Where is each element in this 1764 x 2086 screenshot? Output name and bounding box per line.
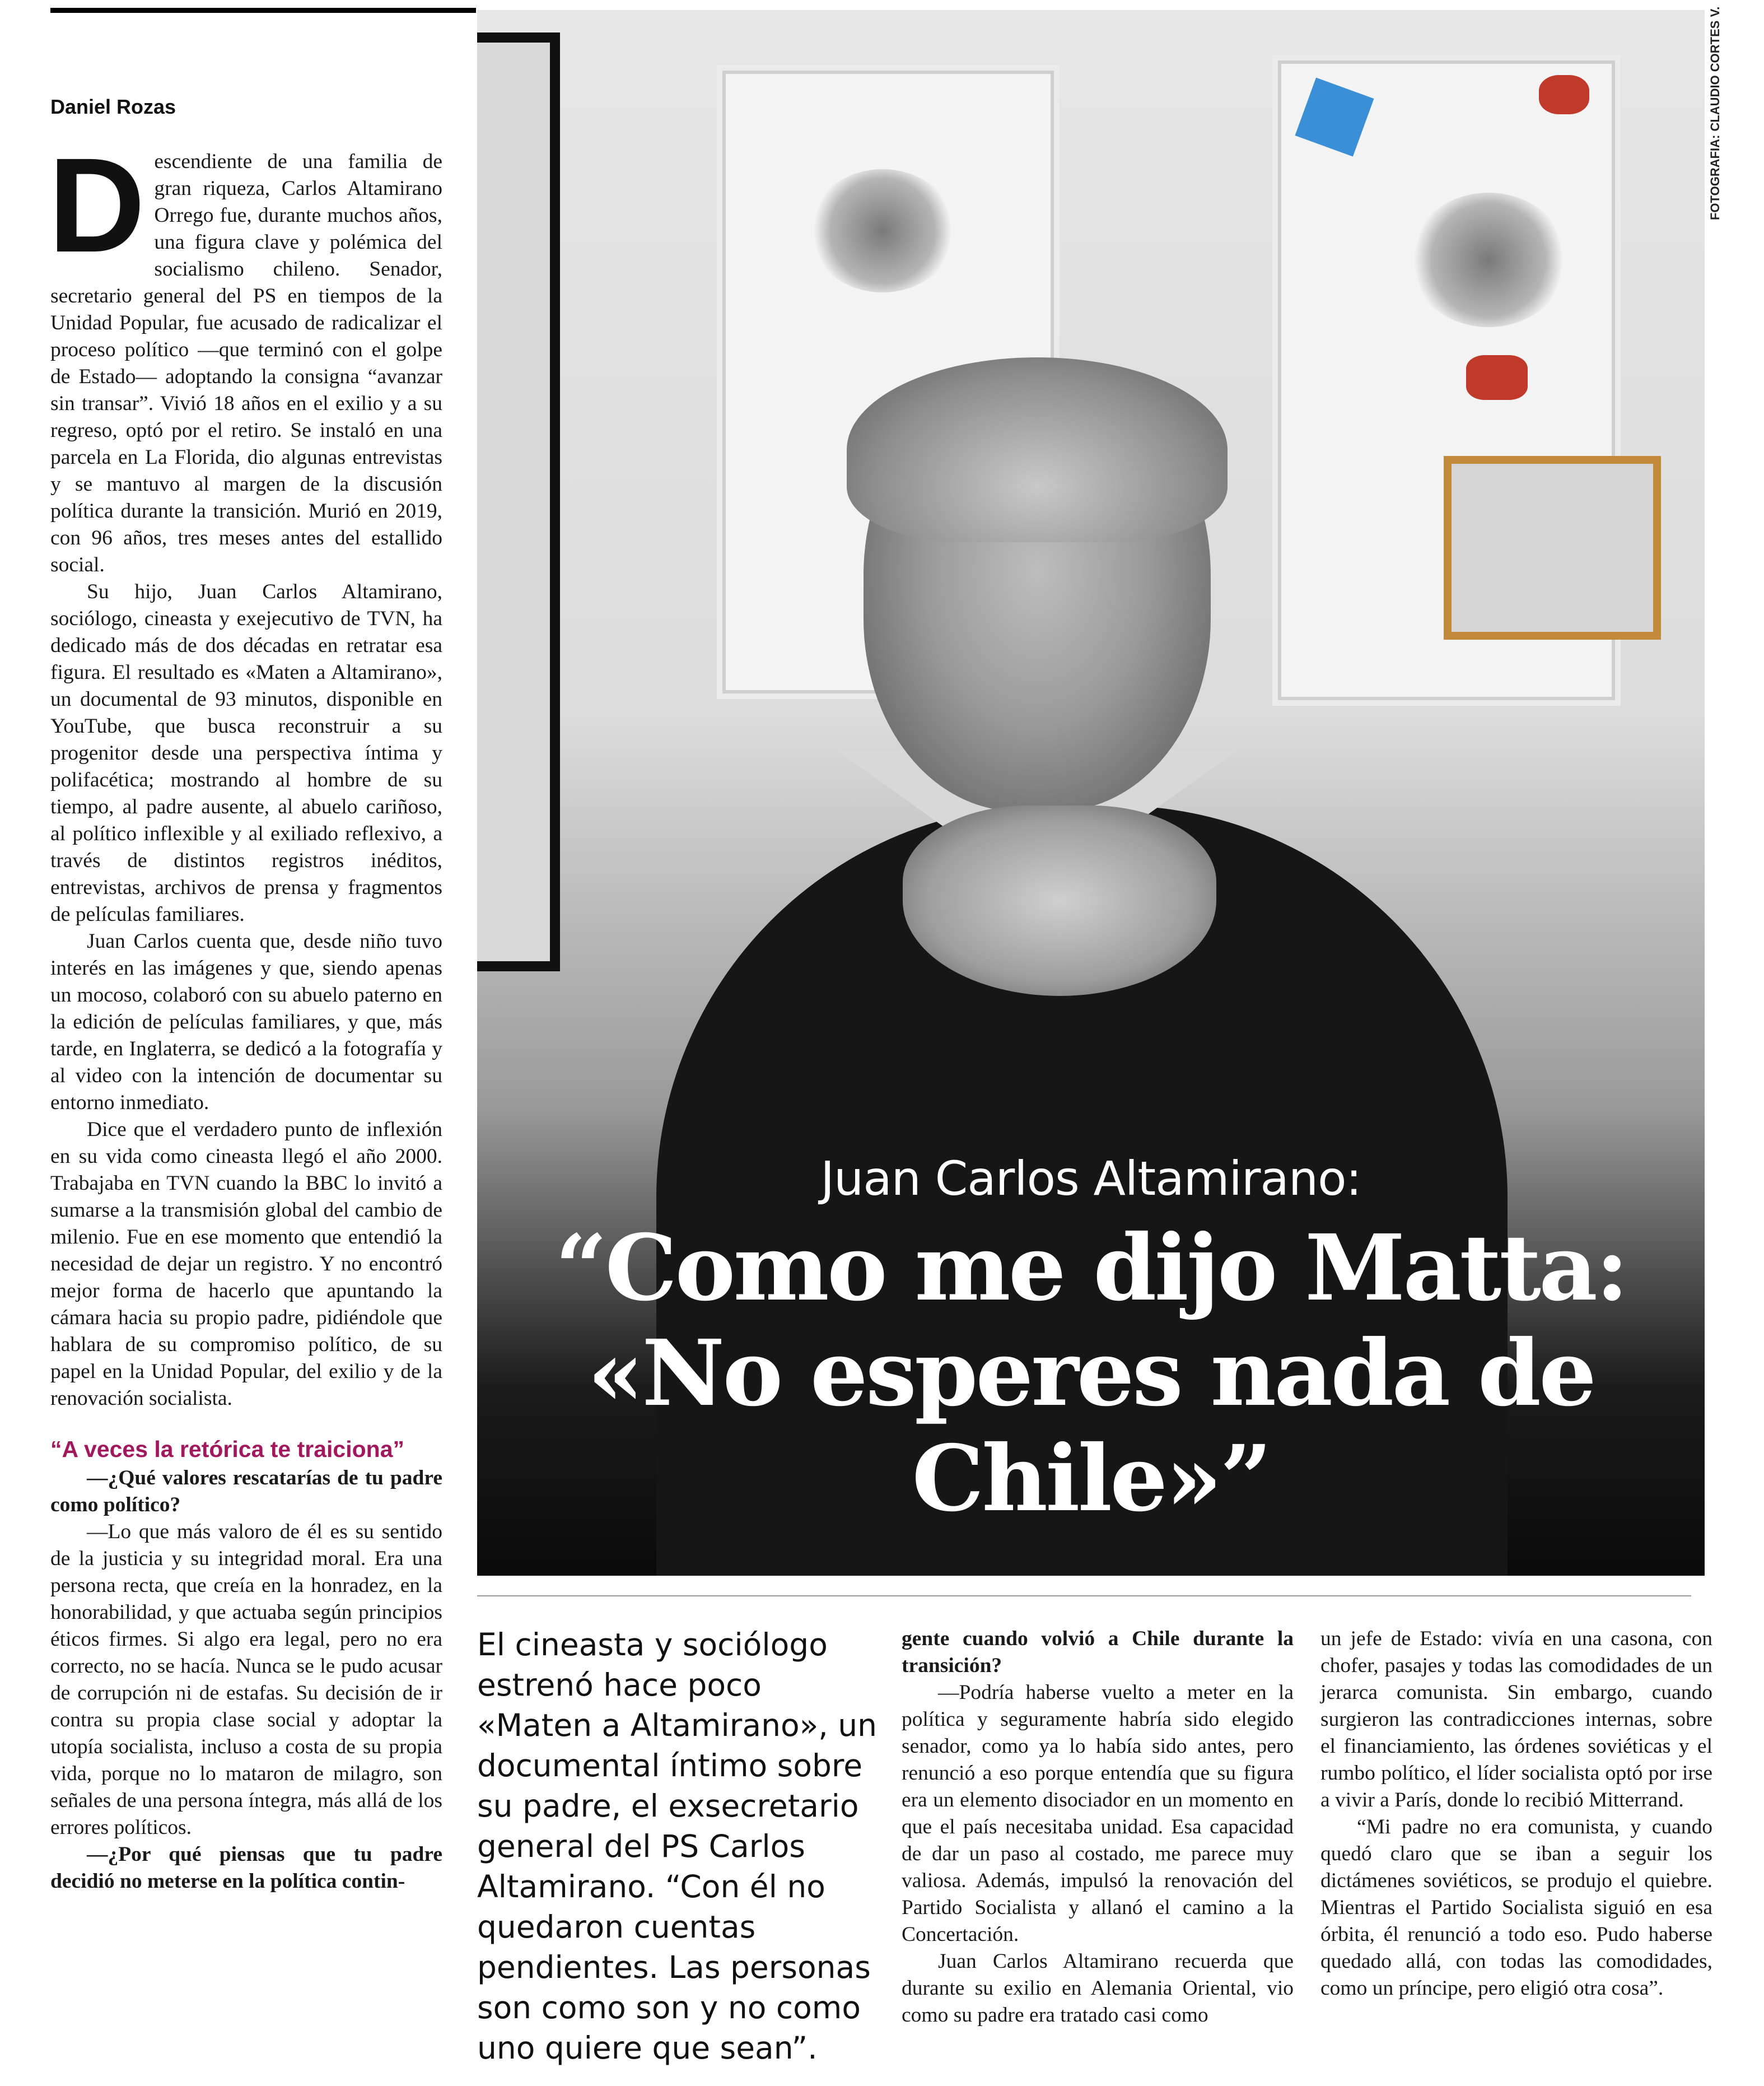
left-column [48,130,442,1895]
person-hair [847,357,1228,542]
interview-answer: —Lo que más valoro de él es su sentido de la justicia y su integridad moral. Era una persona recta, que creía en la honradez, en la honorabilidad, y que actuaba según principios éticos firmes. Si algo era legal, pero no era correcto, no se hacía. Nunca se le pudo acusar de corrupción ni de estafas. Su decisión de ir contra su propia clase social y adoptar la utopía socialista, incluso a costa de su propia vida, porque no lo mataron de milagro, son señales de una persona íntegra, más allá de los errores políticos. [50,1520,442,1839]
interview-question: —¿Qué valores rescatarías de tu padre como político? [50,1466,442,1516]
interview-answer: —Podría haberse vuelto a meter en la política y seguramente habría sido elegido senador, como ya lo había sido antes, pero renunció a eso porque entendía que su figura era un elemento disociador en un momento en que el país necesitaba unidad. Esa capacidad de dar un paso al costado, me parece muy valiosa. Además, impulsó la renovación del Partido Socialista y allanó el camino a la Concertación. [902,1681,1294,1946]
divider-rule [477,1595,1691,1596]
interview-question: —¿Por qué piensas que tu padre decidió no meterse en la política contin- [50,1843,442,1893]
body-column-3 [902,1626,1294,2029]
body-paragraph: Juan Carlos Altamirano recuerda que durante su exilio en Alemania Oriental, vio como su padre era tratado casi como [902,1950,1294,2027]
headline: “Como me dijo Matta: «No esperes nada de Chile»” [555,1215,1627,1532]
headline-kicker: Juan Carlos Altamirano: [820,1151,1361,1206]
lead-paragraph [48,130,442,579]
body-paragraph: un jefe de Estado: vivía en una casona, con chofer, pasajes y todas las comodidades de un jerarca comunista. Sin embargo, cuando surgieron las contradicciones internas, sobre el financiamiento, las órdenes soviéticas y el rumbo político, el líder socialista optó por irse a vivir a París, donde lo recibió Mitterrand. [1320,1627,1712,1812]
body-paragraph: Su hijo, Juan Carlos Altamirano, sociólogo, cineasta y exejecutivo de TVN, ha dedicado más de dos décadas en retratar esa figura. El resultado es «Maten a Altamirano», un documental de 93 minutos, disponible en YouTube, que busca reconstruir a su progenitor desde una perspectiva íntima y polifacética; mostrando al hombre de su tiempo, al padre ausente, al abuelo cariñoso, al político inflexible y al exiliado reflexivo, a través de distintos registros inéditos, entrevistas, archivos de prensa y fragmentos de películas familiares. [50,580,442,926]
drop-cap: D [48,130,146,280]
body-paragraph: Juan Carlos cuenta que, desde niño tuvo interés en las imágenes y que, siendo apenas un mocoso, colaboró con su abuelo paterno en la edición de películas familiares, y que, más tarde, en Inglaterra, se dedicó a la fotografía y al video con la intención de documentar su entorno inmediato. [50,930,442,1114]
paragraph-text: escendiente de una familia de gran riqueza, Carlos Altamirano Orrego fue, durante muchos años, una figura clave y polémica del socialismo chileno. Senador, secretario general del PS en tiempos de la Unidad Popular, fue acusado de radicalizar el proceso político —que terminó con el golpe de Estado— adoptando la consigna “avanzar sin transar”. Vivió 18 años en el exilio y a su regreso, optó por el retiro. Se instaló en una parcela en La Florida, dio algunas entrevistas y se mantuvo al margen de la discusión política durante la transición. Murió en 2019, con 96 años, tres meses antes del estallido social. [50,150,442,576]
framed-artwork [1278,60,1615,700]
body-column-4 [1320,1626,1712,2002]
body-paragraph: Dice que el verdadero punto de inflexión en su vida como cineasta llegó el año 2000. Trabajaba en TVN cuando la BBC lo invitó a sumarse a la transmisión global del cambio de milenio. Fue en ese momento que entendió la necesidad de dejar un registro. Y no encontró mejor forma de hacerlo que apuntando la cámara hacia su propio padre, pidiéndole que hablara de su compromiso político, de su papel en la Unidad Popular, del exilio y de la renovación socialista. [50,1118,442,1410]
top-rule [50,8,476,13]
body-paragraph: “Mi padre no era comunista, y cuando quedó claro que se iban a seguir los dictámenes soviéticos, se produjo el quiebre. Mientras el Partido Socialista siguió en esa órbita, él renunció a todo eso. Pudo haberse quedado allá, con todas las comodidades, como un príncipe, pero eligió otra cosa”. [1320,1815,1712,2000]
section-subhead: “A veces la retórica te traiciona” [50,1436,404,1462]
wall-frame [477,32,560,971]
deck-summary: El cineasta y sociólogo estrenó hace poco «Maten a Altamirano», un documental íntimo sobre su padre, el exsecretario general del PS Carlos Altamirano. “Con él no quedaron cuentas pendientes. Las personas son como son y no como uno quiere que sean”. [477,1627,877,2066]
byline: Daniel Rozas [50,95,176,118]
photo-credit: FOTOGRAFIA: CLAUDIO CORTES V. [1708,7,1722,221]
clasped-hands [903,805,1216,996]
interview-question: gente cuando volvió a Chile durante la transición? [902,1627,1294,1677]
